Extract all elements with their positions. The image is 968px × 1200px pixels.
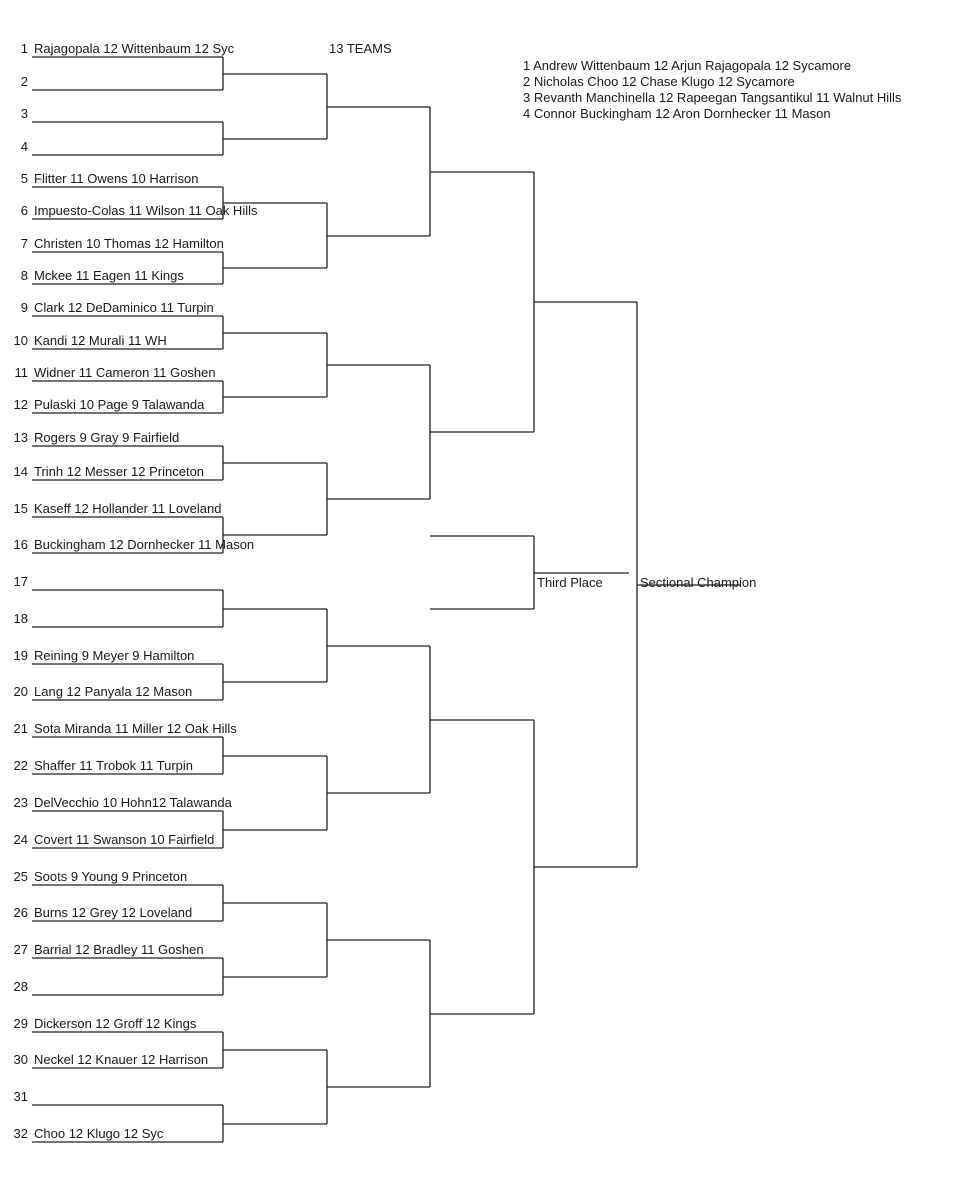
slot-number: 26	[13, 905, 28, 920]
slot-number: 22	[13, 758, 28, 773]
slot-number: 12	[13, 397, 28, 412]
slot-team-name: Christen 10 Thomas 12 Hamilton	[34, 236, 224, 251]
slot-team-name: Choo 12 Klugo 12 Syc	[34, 1126, 164, 1141]
slot-team-name: Burns 12 Grey 12 Loveland	[34, 905, 193, 920]
slot-number: 8	[20, 268, 28, 283]
third-place-label: Third Place	[537, 575, 603, 590]
slot-team-name: Kaseff 12 Hollander 11 Loveland	[34, 501, 222, 516]
slot-team-name: Sota Miranda 11 Miller 12 Oak Hills	[34, 721, 237, 736]
slot-number: 14	[13, 464, 28, 479]
slot-number: 21	[13, 721, 28, 736]
slot-team-name: Shaffer 11 Trobok 11 Turpin	[34, 758, 193, 773]
slot-number: 18	[13, 611, 28, 626]
seed-4-entry: 4 Connor Buckingham 12 Aron Dornhecker 11 Mason	[523, 106, 831, 121]
slot-team-name: Covert 11 Swanson 10 Fairfield	[34, 832, 215, 847]
slot-team-name: Buckingham 12 Dornhecker 11 Mason	[34, 537, 255, 552]
slot-number: 5	[20, 171, 28, 186]
slot-number: 27	[13, 942, 28, 957]
slot-team-name: Barrial 12 Bradley 11 Goshen	[34, 942, 204, 957]
slot-team-name: Neckel 12 Knauer 12 Harrison	[34, 1052, 209, 1067]
slot-number: 13	[13, 430, 28, 445]
slot-team-name: Clark 12 DeDaminico 11 Turpin	[34, 300, 214, 315]
slot-number: 2	[20, 74, 28, 89]
seed-2-entry: 2 Nicholas Choo 12 Chase Klugo 12 Sycamore	[523, 74, 795, 89]
slot-team-name: DelVecchio 10 Hohn12 Talawanda	[34, 795, 232, 810]
slot-number: 28	[13, 979, 28, 994]
slot-team-name: Mckee 11 Eagen 11 Kings	[34, 268, 184, 283]
slot-number: 1	[20, 41, 28, 56]
sectional-champion-label: Sectional Champion	[640, 575, 757, 590]
slot-team-name: Rogers 9 Gray 9 Fairfield	[34, 430, 180, 445]
slot-team-name: Pulaski 10 Page 9 Talawanda	[34, 397, 205, 412]
slot-number: 31	[13, 1089, 28, 1104]
slot-number: 9	[20, 300, 28, 315]
slot-number: 24	[13, 832, 28, 847]
seed-3-entry: 3 Revanth Manchinella 12 Rapeegan Tangsantikul 11 Walnut Hills	[523, 90, 902, 105]
slot-number: 25	[13, 869, 28, 884]
slot-number: 29	[13, 1016, 28, 1031]
slot-team-name: Impuesto-Colas 11 Wilson 11 Oak Hills	[34, 203, 258, 218]
slot-team-name: Reining 9 Meyer 9 Hamilton	[34, 648, 195, 663]
slot-team-name: Trinh 12 Messer 12 Princeton	[34, 464, 205, 479]
slot-team-name: Flitter 11 Owens 10 Harrison	[34, 171, 199, 186]
slot-number: 17	[13, 574, 28, 589]
slot-team-name: Widner 11 Cameron 11 Goshen	[34, 365, 216, 380]
slot-number: 32	[13, 1126, 28, 1141]
slot-number: 6	[20, 203, 28, 218]
slot-number: 4	[20, 139, 28, 154]
slot-team-name: Kandi 12 Murali 11 WH	[34, 333, 167, 348]
slot-number: 3	[20, 106, 28, 121]
slot-number: 16	[13, 537, 28, 552]
slot-number: 11	[14, 365, 28, 380]
slot-number: 20	[13, 684, 28, 699]
slot-number: 7	[20, 236, 28, 251]
teams-count-label: 13 TEAMS	[329, 41, 392, 56]
slot-number: 23	[13, 795, 28, 810]
slot-number: 30	[13, 1052, 28, 1067]
slot-number: 10	[13, 333, 28, 348]
slot-team-name: Dickerson 12 Groff 12 Kings	[34, 1016, 197, 1031]
slot-team-name: Soots 9 Young 9 Princeton	[34, 869, 188, 884]
slot-number: 19	[13, 648, 28, 663]
seed-1-entry: 1 Andrew Wittenbaum 12 Arjun Rajagopala 12 Sycamore	[523, 58, 852, 73]
slot-team-name: Rajagopala 12 Wittenbaum 12 Syc	[34, 41, 235, 56]
slot-number: 15	[13, 501, 28, 516]
slot-team-name: Lang 12 Panyala 12 Mason	[34, 684, 193, 699]
